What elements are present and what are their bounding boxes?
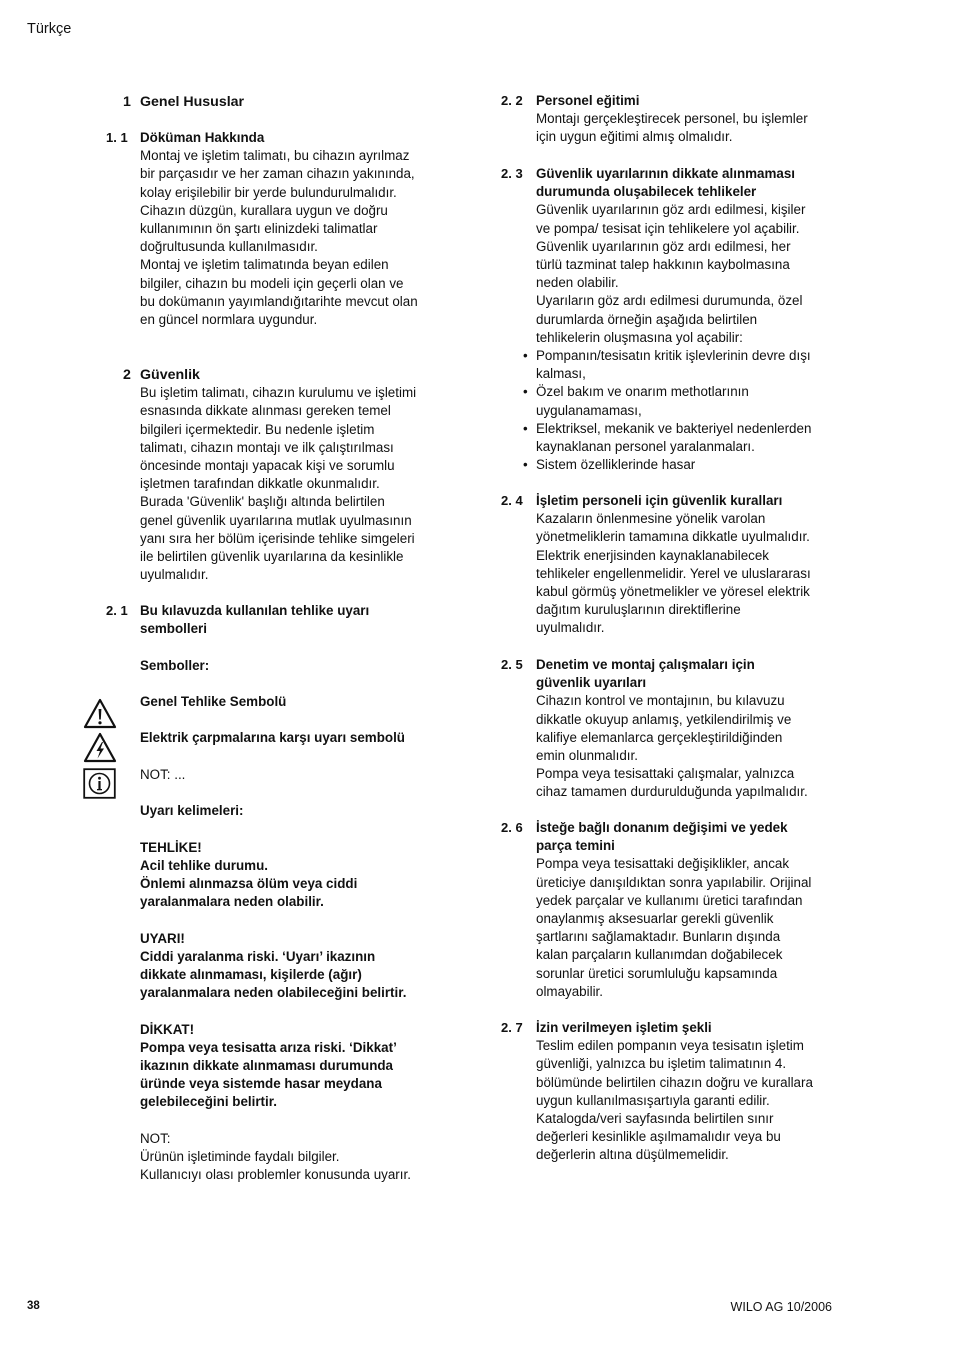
text-line: en güncel normlara uygundur. (140, 312, 318, 328)
text-line: uyulmalıdır. (536, 620, 605, 636)
section-2-5-number: 2. 5 (501, 657, 523, 672)
list-item-line: • Özel bakım ve onarım methotlarının (536, 384, 749, 400)
text-line: Uyarıların göz ardı edilmesi durumunda, özel (536, 293, 803, 309)
section-1-1-body (140, 147, 440, 329)
danger-text-line: Önlemi alınmazsa ölüm veya ciddi (140, 876, 358, 892)
text-line: bölümünde belirtilen cihazın doğru ve kurallara (536, 1074, 813, 1090)
section-2-5-title-line: güvenlik uyarıları (536, 675, 647, 691)
section-2-7-title: İzin verilmeyen işletim şekli (536, 1020, 712, 1035)
section-2-6-title-line: İsteğe bağlı donanım değişimi ve yedek (536, 820, 788, 835)
section-2-3-title-line: Güvenlik uyarılarının dikkate alınmaması (536, 166, 795, 181)
danger-text-line: yaralanmalara neden olabilir. (140, 894, 324, 910)
electric-hazard-icon (83, 731, 117, 765)
text-line: Pompa veya tesisattaki değişiklikler, ancak (536, 856, 790, 872)
text-line: esnasında dikkate alınması gereken temel (140, 403, 391, 419)
section-2-6-title-line: parça temini (536, 838, 615, 854)
text-line: bir parçasıdır ve her zaman cihazın yakınında, (140, 166, 415, 182)
text-line: sorunlar üretici sorumluluğu kapsamında (536, 965, 778, 981)
list-item (536, 420, 846, 456)
text-line: bu dokümanın yayımlandığıtarihte mevcut olan (140, 293, 418, 309)
section-2-4 (536, 492, 846, 638)
text-line: Cihazın kontrol ve montajının, bu kılavuzu (536, 693, 785, 709)
info-icon (83, 768, 116, 799)
warning-words-heading: Uyarı kelimeleri: (140, 803, 244, 819)
section-2-number: 2 (123, 367, 131, 383)
section-1-heading (123, 93, 131, 111)
text-line: kalifiye elemanlarca gerçekleştirildiğinden (536, 729, 783, 745)
text-line: emin olunmalıdır. (536, 748, 638, 764)
section-2-1-title-line: Bu kılavuzda kullanılan tehlike uyarı (140, 603, 370, 618)
hazard-list (536, 347, 846, 474)
caution-text-line: üründe veya sistemde hasar meydana (140, 1076, 382, 1092)
section-1-1-number: 1. 1 (106, 130, 128, 145)
caution-text-line: gelebileceğini belirtir. (140, 1094, 277, 1110)
text-line: Kazaların önlenmesine yönelik varolan (536, 511, 766, 527)
text-line: dikkatle okuyup anlamış, yetkilendirilmiş ve (536, 711, 792, 727)
list-item-line: uygulanamaması, (536, 402, 642, 418)
text-line: kabul görmüş yönetmelikler ve yöresel elektrik (536, 584, 810, 600)
text-line: uygun kullanılmasışartıyla garanti edilir. (536, 1092, 770, 1108)
text-line: Güvenlik uyarılarının göz ardı edilmesi, kişiler (536, 202, 806, 218)
text-line: Bu işletim talimatı, cihazın kurulumu ve işletimi (140, 385, 417, 401)
electric-warning-label: Elektrik çarpmalarına karşı uyarı sembolü (140, 730, 405, 746)
section-2-4-title: İşletim personeli için güvenlik kuralları (536, 493, 783, 508)
section-2-5 (536, 656, 846, 802)
text-line: Montaj ve işletim talimatında beyan edilen (140, 257, 389, 273)
page-number: 38 (27, 1300, 40, 1312)
text-line: Katalogda/veri sayfasında belirtilen sınır (536, 1111, 774, 1127)
text-line: öncesinde montajı yapacak kişi ve sorumlu (140, 458, 395, 474)
caution-text-line: DİKKAT! (140, 1021, 195, 1037)
publisher-label: WILO AG 10/2006 (730, 1300, 832, 1314)
danger-text-line: TEHLİKE! (140, 839, 202, 855)
text-line: Montaj ve işletim talimatı, bu cihazın ayrılmaz (140, 148, 410, 164)
text-line: işletmen tarafından dikkatle okunmalıdır. (140, 476, 380, 492)
section-2-6-number: 2. 6 (501, 820, 523, 835)
section-2-3 (536, 165, 846, 474)
section-1-title: Genel Hususlar (140, 94, 245, 110)
list-item-line: kaynaklanan personel yaralanmaları. (536, 439, 755, 455)
section-2-1-number: 2. 1 (106, 603, 128, 618)
text-line: üreticiye danışıldıktan sonra yapılabilir. Orijinal (536, 874, 812, 890)
text-line: Cihazın düzgün, kurallara uygun ve doğru (140, 202, 388, 218)
section-2-1-title-line: sembolleri (140, 621, 207, 637)
section-2-2-title: Personel eğitimi (536, 93, 640, 108)
section-2-5-title-line: Denetim ve montaj çalışmaları için (536, 657, 755, 672)
list-item-line: • Elektriksel, mekanik ve bakteriyel nedenlerden (536, 420, 812, 436)
section-2-1 (140, 602, 450, 1185)
warning-text-line: dikkate alınmaması, kişilerde (ağır) (140, 967, 362, 983)
warning-text-line: UYARI! (140, 930, 185, 946)
text-line: yedek parçalar ve kullanımı üretici tarafından (536, 892, 803, 908)
text-line: neden olabilir. (536, 275, 619, 291)
symbols-heading: Semboller: (140, 657, 210, 673)
text-line: cihaz tamamen durdurulduğunda yapılmalıdır. (536, 784, 808, 800)
text-line: Pompa veya tesisattaki çalışmalar, yalnızca (536, 766, 795, 782)
text-line: ile belirtilen güvenlik uyarılarına da kesinlikle (140, 549, 404, 565)
text-line: Burada 'Güvenlik' başlığı altında belirtilen (140, 494, 385, 510)
text-line: Teslim edilen pompanın veya tesisatın işletim (536, 1038, 804, 1054)
warning-triangle-icon (83, 697, 117, 731)
section-1-1-title: Döküman Hakkında (140, 130, 265, 145)
list-item (536, 347, 846, 383)
text-line: değerlerin altına düşülmemelidir. (536, 1147, 729, 1163)
text-line: onaylanmış aksesuarlar gerekli güvenlik (536, 911, 774, 927)
text-line: yönetmeliklerin tamamına dikkatle uyulmalıdır. (536, 529, 810, 545)
list-item-line: • Pompanın/tesisatın kritik işlevlerinin devre dışı (536, 348, 811, 364)
note-text-line: Ürünün işletiminde faydalı bilgiler. (140, 1149, 340, 1165)
text-line: olmayabilir. (536, 983, 603, 999)
note-short-label: NOT: ... (140, 766, 186, 782)
section-1-1 (140, 129, 440, 329)
list-item-line: kalması, (536, 366, 586, 382)
section-2-6 (536, 819, 846, 1001)
section-2-4-number: 2. 4 (501, 493, 523, 508)
caution-text-line: ikazının dikkate alınmaması durumunda (140, 1058, 394, 1074)
text-line: için uygun eğitimi almış olmalıdır. (536, 129, 733, 145)
text-line: durumlarda örneğin aşağıda belirtilen (536, 311, 758, 327)
text-line: Güvenlik uyarılarının göz ardı edilmesi, her (536, 238, 791, 254)
note-text-line: Kullanıcıyı olası problemler konusunda uyarır. (140, 1167, 411, 1183)
text-line: Montajı gerçekleştirecek personel, bu işlemler (536, 111, 808, 127)
section-2-3-number: 2. 3 (501, 166, 523, 181)
list-item-line: • Sistem özelliklerinde hasar (536, 457, 696, 473)
text-line: kalan parçaların kullanımdan doğabilecek (536, 947, 783, 963)
text-line: bilgiler, cihazın bu modeli için geçerli olan ve (140, 275, 404, 291)
section-2-2-number: 2. 2 (501, 93, 523, 108)
text-line: değerleri kesinlikle aşılmamalıdır veya bu (536, 1129, 781, 1145)
text-line: uyulmalıdır. (140, 567, 209, 583)
text-line: tehlikelerin oluşmasına yol açabilir: (536, 329, 743, 345)
section-2-3-title-line: durumunda oluşabilecek tehlikeler (536, 184, 757, 200)
warning-text-line: yaralanmalara neden olabileceğini belirtir. (140, 985, 407, 1001)
list-item (536, 383, 846, 419)
text-line: güvenliği, yalnızca bu işletim talimatının 4. (536, 1056, 787, 1072)
text-line: doğrultusunda kullanılmasıdır. (140, 239, 318, 255)
section-2 (140, 366, 440, 584)
text-line: şartlarını sağlamaktadır. Bunların dışında (536, 929, 781, 945)
text-line: yanı sıra her bölüm içerisinde tehlike simgeleri (140, 530, 415, 546)
danger-text-line: Acil tehlike durumu. (140, 857, 268, 873)
section-2-7-number: 2. 7 (501, 1020, 523, 1035)
section-2-2 (536, 92, 846, 147)
caution-text-line: Pompa veya tesisatta arıza riski. ‘Dikkat’ (140, 1039, 397, 1055)
text-line: tehlikeler engellenmelidir. Yerel ve uluslararası (536, 565, 811, 581)
text-line: dağıtım kuruluşlarının direktiflerine (536, 602, 741, 618)
note-text-line: NOT: (140, 1130, 171, 1146)
text-line: türlü tazminat talep hakkının kaybolmasına (536, 257, 790, 273)
warning-text-line: Ciddi yaralanma riski. ‘Uyarı’ ikazının (140, 948, 376, 964)
list-item (536, 456, 846, 474)
text-line: talimatı, cihazın montajı ve ilk çalıştırılması (140, 439, 394, 455)
section-2-7 (536, 1019, 846, 1165)
section-1-number: 1 (123, 94, 131, 110)
section-2-title: Güvenlik (140, 367, 200, 383)
text-line: bilgileri içermektedir. Bu nedenle işletim (140, 421, 375, 437)
text-line: genel güvenlik uyarılarına mutlak uyulmasının (140, 512, 412, 528)
text-line: kullanımının ön şartı elinizdeki talimatlar (140, 221, 378, 237)
text-line: kolay erişilebilir bir yerde bulundurulmalıdır. (140, 184, 397, 200)
text-line: ve pompa/ tesisat için tehlikelere yol açabilir. (536, 220, 800, 236)
general-danger-label: Genel Tehlike Sembolü (140, 694, 287, 710)
language-label: Türkçe (27, 21, 72, 37)
text-line: Elektrik enerjisinden kaynaklanabilecek (536, 547, 769, 563)
